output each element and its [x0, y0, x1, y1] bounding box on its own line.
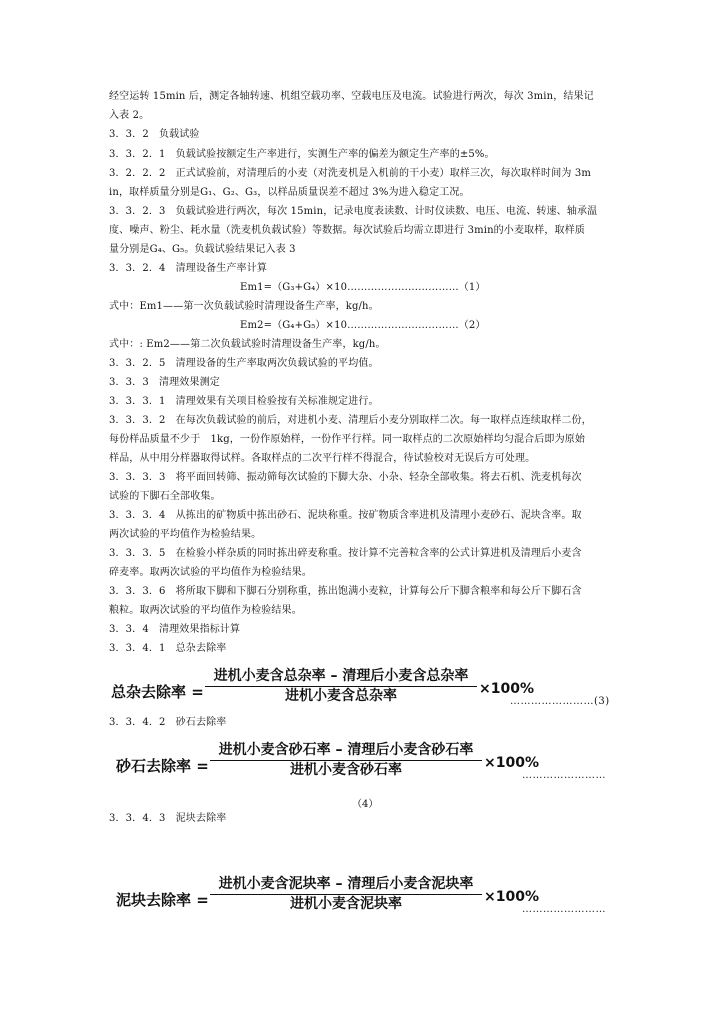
- text-line: 经空运转 15min 后，测定各轴转速、机组空载功率、空载电压及电流。试验进行两次，每次 3min，结果记: [109, 91, 594, 102]
- text-line: 量分别是G₄、G₅。负载试验结果记入表 3: [109, 244, 296, 255]
- fraction-bar: [210, 760, 482, 761]
- equation-dots: ……………………: [522, 904, 606, 915]
- text-line: 3．3．2．3 负载试验进行两次，每次 15min，记录电度表读数、计时仪读数、电压、电流、转速、轴承温: [109, 206, 598, 217]
- text-line: 3．2．2．2 正式试验前，对清理后的小麦（对洗麦机是入机前的干小麦）取样三次，每次取样时间为 3m: [109, 168, 591, 179]
- text-line: 度、噪声、粉尘、耗水量（洗麦机负载试验）等数据。每次试验后均需立即进行 3min的小麦取样，取样质: [109, 225, 586, 236]
- equation-line: Em1=（G₃+G₄）×10……………………………（1）: [240, 282, 486, 293]
- gravel-removal-formula: [116, 742, 539, 782]
- text-line: 样品，从中用分样器取得试样。各取样点的二次平行样不得混合，待试验校对无误后方可处理。: [109, 453, 536, 464]
- fraction-bar: [210, 894, 482, 895]
- formula-fraction: [210, 742, 482, 779]
- equation-number: ……………………(3): [510, 696, 610, 707]
- text-line: 3．3．3．3 将平面回转筛、振动筛每次试验的下脚大杂、小杂、轻杂全部收集。将去石机、洗麦机每次: [109, 472, 582, 483]
- section-heading: 3．3．4．3 泥块去除率: [109, 813, 227, 824]
- text-line: 式中：Em1——第一次负载试验时清理设备生产率，kg/h。: [109, 301, 379, 312]
- text-line: 粮粒。取两次试验的平均值作为检验结果。: [109, 605, 302, 616]
- formula-numerator: 进机小麦含泥块率 – 清理后小麦含泥块率: [218, 876, 474, 892]
- section-heading: 3．3．2 负载试验: [109, 129, 200, 140]
- formula-fraction: [205, 668, 477, 705]
- formula-denominator: 进机小麦含泥块率: [290, 896, 402, 912]
- text-line: in，取样质量分别是G₁、G₂、G₃，以样品质量误差不超过 3%为进入稳定工况。: [109, 187, 470, 198]
- total-impurity-formula: [111, 668, 534, 708]
- text-line: 3．3．3．6 将所取下脚和下脚石分别称重，拣出饱满小麦粒，计算每公斤下脚含粮率和每公斤下脚石含: [109, 586, 582, 597]
- text-line: 3．3．3．5 在检验小样杂质的同时拣出碎麦称重。按计算不完善粒含率的公式计算进机及清理后小麦含: [109, 548, 582, 559]
- section-heading: 3．3．2．4 清理设备生产率计算: [109, 263, 267, 274]
- formula-multiplier: ×100%: [484, 755, 539, 771]
- text-line: 3．3．3．2 在每次负载试验的前后，对进机小麦、清理后小麦分别取样二次。每一取样点连续取样二份，: [109, 415, 592, 426]
- text-line: 试验的下脚石全部收集。: [109, 491, 221, 502]
- text-line: 每份样品质量不少于 1kg，一份作原始样，一份作平行样。同一取样点的二次原始样均匀混合后即为原始: [109, 434, 586, 445]
- text-line: 入表 2。: [109, 110, 150, 121]
- mud-removal-formula: [116, 876, 539, 916]
- text-line: 两次试验的平均值作为检验结果。: [109, 529, 262, 540]
- text-line: 3．3．3．4 从拣出的矿物质中拣出砂石、泥块称重。按矿物质含率进机及清理小麦砂石、泥块含率。取: [109, 510, 582, 521]
- formula-multiplier: ×100%: [484, 889, 539, 905]
- formula-multiplier: ×100%: [479, 681, 534, 697]
- formula-fraction: [210, 876, 482, 913]
- text-line: 式中：: Em2——第二次负载试验时清理设备生产率，kg/h。: [109, 339, 386, 350]
- equation-dots: ……………………: [522, 770, 606, 781]
- text-line: 3．3．2．1 负载试验按额定生产率进行，实测生产率的偏差为额定生产率的±5%。: [109, 149, 495, 160]
- fraction-bar: [205, 686, 477, 687]
- section-heading: 3．3．4．1 总杂去除率: [109, 643, 227, 654]
- section-heading: 3．3．3 清理效果测定: [109, 377, 220, 388]
- formula-denominator: 进机小麦含总杂率: [285, 688, 397, 704]
- section-heading: 3．3．4．2 砂石去除率: [109, 717, 227, 728]
- text-line: 3．3．3．1 清理效果有关项目检验按有关标准规定进行。: [109, 396, 379, 407]
- equation-number: （4）: [352, 799, 379, 810]
- section-heading: 3．3．4 清理效果指标计算: [109, 624, 241, 635]
- formula-numerator: 进机小麦含总杂率 – 清理后小麦含总杂率: [213, 668, 469, 684]
- equation-line: Em2=（G₄+G₅）×10……………………………（2）: [240, 320, 486, 331]
- formula-denominator: 进机小麦含砂石率: [290, 762, 402, 778]
- formula-lhs: 砂石去除率 =: [116, 757, 209, 775]
- formula-lhs: 总杂去除率 =: [111, 683, 204, 701]
- text-line: 3．3．2．5 清理设备的生产率取两次负载试验的平均值。: [109, 358, 379, 369]
- formula-lhs: 泥块去除率 =: [116, 891, 209, 909]
- text-line: 碎麦率。取两次试验的平均值作为检验结果。: [109, 567, 312, 578]
- formula-numerator: 进机小麦含砂石率 – 清理后小麦含砂石率: [218, 742, 474, 758]
